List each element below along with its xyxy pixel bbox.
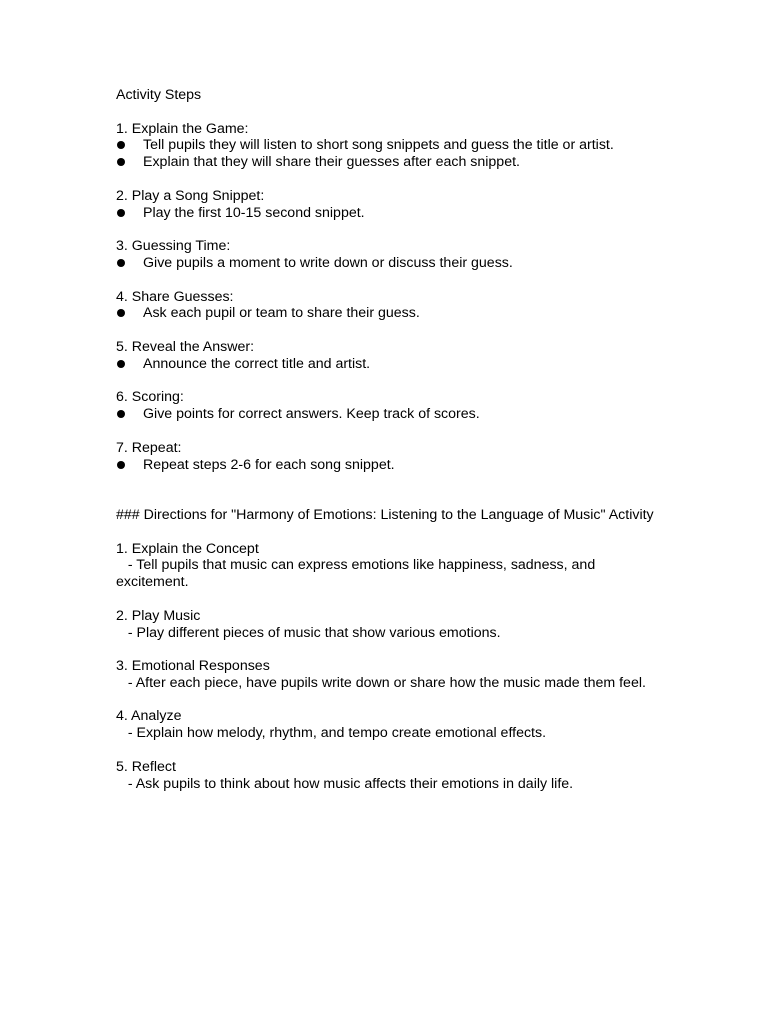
spacer [116,423,656,440]
direction-heading: 5. Reflect [116,758,176,775]
step-bullet [116,356,656,373]
spacer [116,473,656,490]
direction-detail: - After each piece, have pupils write down or share how the music made them feel. [116,674,646,691]
step-bullet [116,205,656,222]
spacer [116,742,656,759]
spacer [116,272,656,289]
direction-step [116,658,656,692]
step-bullet [116,406,656,423]
activity-step [116,339,656,373]
direction-heading: 2. Play Music [116,607,201,624]
direction-detail: - Ask pupils to think about how music affects their emotions in daily life. [116,775,574,792]
bullet-icon [117,360,125,368]
step-heading: 6. Scoring: [116,389,184,406]
direction-heading: 1. Explain the Concept [116,540,259,557]
step-bullet-list [116,255,656,272]
spacer [116,524,656,541]
spacer [116,322,656,339]
step-bullet-text: Give points for correct answers. Keep track of scores. [143,406,480,423]
spacer [116,490,656,507]
bullet-icon [117,259,125,267]
step-bullet [116,137,656,154]
document-title: Activity Steps [116,87,202,103]
step-bullet-text: Tell pupils they will listen to short song snippets and guess the title or artist. [143,137,614,154]
document-page [116,87,656,792]
step-bullet-list [116,356,656,373]
step-bullet-list [116,137,656,171]
activity-step [116,121,656,171]
step-bullet-text: Repeat steps 2-6 for each song snippet. [143,456,395,473]
direction-detail: - Tell pupils that music can express emotions like happiness, sadness, and excitement. [116,557,600,591]
bullet-icon [117,410,125,418]
step-bullet [116,305,656,322]
spacer [116,692,656,709]
direction-step [116,541,656,591]
step-bullet [116,255,656,272]
spacer [116,591,656,608]
step-bullet-text: Give pupils a moment to write down or discuss their guess. [143,254,513,271]
bullet-icon [117,158,125,166]
step-bullet-list [116,457,656,474]
step-bullet [116,154,656,171]
spacer [116,171,656,188]
activity-step [116,188,656,222]
direction-step [116,608,656,642]
activity-step [116,440,656,474]
spacer [116,104,656,121]
step-bullet-list [116,406,656,423]
direction-step [116,708,656,742]
direction-step [116,759,656,793]
step-bullet-list [116,205,656,222]
step-bullet-text: Play the first 10-15 second snippet. [143,204,365,221]
bullet-icon [117,461,125,469]
step-bullet-text: Announce the correct title and artist. [143,355,371,372]
step-bullet [116,457,656,474]
step-heading: 7. Repeat: [116,439,182,456]
step-heading: 3. Guessing Time: [116,238,231,255]
spacer [116,641,656,658]
bullet-icon [117,309,125,317]
step-bullet-text: Explain that they will share their guesses after each snippet. [143,154,520,171]
step-bullet-list [116,305,656,322]
directions-title: ### Directions for "Harmony of Emotions: Listening to the Language of Music" Activity [116,506,654,523]
direction-heading: 3. Emotional Responses [116,658,270,675]
activity-step [116,238,656,272]
spacer [116,221,656,238]
bullet-icon [117,209,125,217]
activity-step [116,389,656,423]
step-heading: 4. Share Guesses: [116,288,234,305]
activity-step [116,289,656,323]
step-heading: 5. Reveal the Answer: [116,338,255,355]
bullet-icon [117,141,125,149]
spacer [116,373,656,390]
direction-detail: - Play different pieces of music that show various emotions. [116,624,501,641]
step-heading: 1. Explain the Game: [116,120,249,137]
direction-heading: 4. Analyze [116,708,182,725]
step-bullet-text: Ask each pupil or team to share their guess. [143,305,420,322]
step-heading: 2. Play a Song Snippet: [116,187,265,204]
direction-detail: - Explain how melody, rhythm, and tempo create emotional effects. [116,725,547,742]
